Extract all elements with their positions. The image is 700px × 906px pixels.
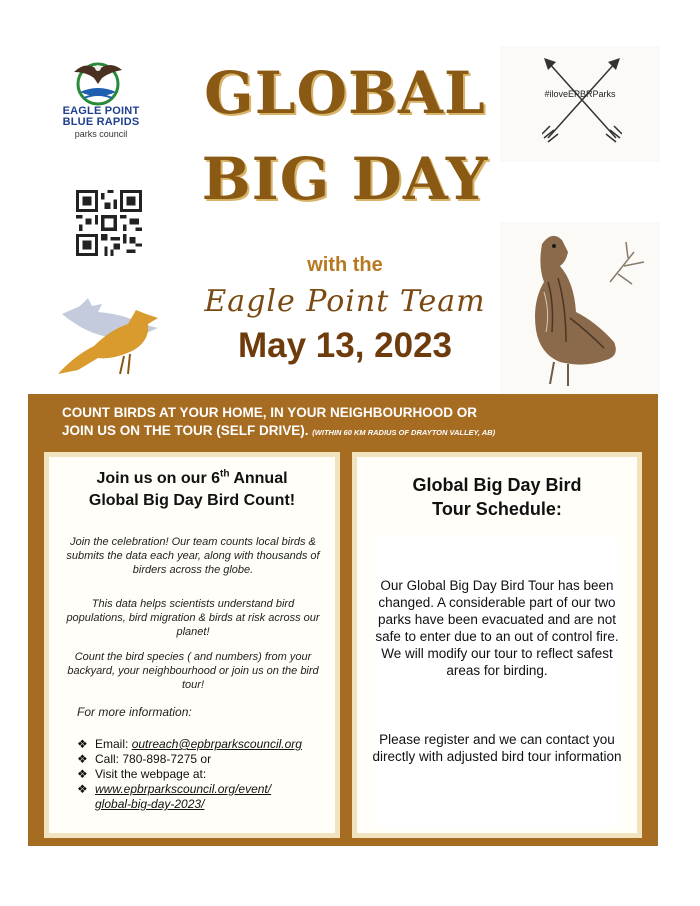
event-date: May 13, 2023 — [237, 326, 453, 365]
webpage-link-line-2[interactable]: global-big-day-2023/ — [95, 797, 205, 811]
grouse-illustration-icon — [514, 222, 654, 392]
banner-line-2-text: JOIN US ON THE TOUR (SELF DRIVE). — [62, 423, 309, 438]
more-info-label: For more information: — [77, 705, 192, 719]
heading-part-2: Annual — [229, 470, 288, 487]
contact-url-continued — [77, 797, 333, 812]
bullet-icon: ❖ — [77, 752, 88, 766]
qr-code-icon[interactable] — [76, 190, 142, 256]
hashtag-text: #iloveEPBRParks — [544, 89, 616, 99]
science-paragraph: This data helps scientists understand bird populations, bird migration & birds at risk across our planet! — [66, 598, 320, 638]
banner-text — [62, 404, 647, 442]
banner-line-2 — [62, 422, 647, 442]
bullet-icon: ❖ — [77, 737, 88, 751]
banner-note: (WITHIN 60 KM RADIUS OF DRAYTON VALLEY, AB) — [312, 428, 496, 437]
crossed-arrows-icon — [542, 58, 622, 144]
email-label: Email: — [95, 737, 132, 751]
contact-list — [77, 737, 333, 812]
bird-silhouette-icon — [54, 296, 166, 378]
logo-line-2: BLUE RAPIDS — [62, 116, 140, 128]
email-link[interactable]: outreach@epbrparkscouncil.org — [131, 737, 302, 751]
contact-phone — [77, 752, 333, 767]
team-name: Eagle Point Team — [204, 284, 486, 319]
bird-count-panel — [44, 452, 340, 838]
bullet-icon: ❖ — [77, 767, 88, 781]
heading-line-2: Global Big Day Bird Count! — [88, 492, 296, 509]
phone-text: Call: 780-898-7275 or — [95, 752, 212, 766]
heading-part-1: Join us on our 6 — [96, 470, 221, 487]
title-global: GLOBAL — [204, 59, 486, 127]
title-big-day: BIG DAY — [201, 145, 489, 213]
grouse-panel — [500, 222, 660, 394]
visit-text: Visit the webpage at: — [95, 767, 207, 781]
logo-line-1: EAGLE POINT — [62, 105, 140, 117]
tour-schedule-heading — [357, 473, 637, 521]
tour-heading-line-2: Tour Schedule: — [432, 499, 562, 519]
banner-line-1: COUNT BIRDS AT YOUR HOME, IN YOUR NEIGHBOURHOOD OR — [62, 405, 478, 420]
webpage-link-line-1[interactable]: www.epbrparkscouncil.org/event/ — [95, 782, 272, 796]
hashtag-panel — [500, 46, 660, 162]
register-notice: Please register and we can contact you directly with adjusted bird tour information — [372, 732, 622, 764]
contact-visit — [77, 767, 333, 782]
heading-line-1 — [49, 468, 335, 490]
subtitle-with-the: with the — [307, 254, 383, 276]
tour-change-notice: Our Global Big Day Bird Tour has been changed. A considerable part of our two parks have been evacuated and are not safe to enter due to an out of control fire. We will modify our tour to reflect safest areas for birding. — [375, 578, 619, 678]
celebration-paragraph: Join the celebration! Our team counts local birds & submits the data each year, along with thousands of birders across the globe. — [66, 536, 320, 576]
logo-text — [56, 106, 146, 139]
bullet-icon: ❖ — [77, 782, 88, 796]
contact-email — [77, 737, 333, 752]
tour-heading-line-1: Global Big Day Bird — [412, 475, 582, 495]
eagle-logo-icon — [68, 54, 124, 106]
bird-count-heading — [49, 468, 335, 512]
tour-schedule-panel — [352, 452, 642, 838]
count-paragraph: Count the bird species ( and numbers) from your backyard, your neighbourhood or join us on the bird tour! — [67, 651, 319, 691]
contact-url — [77, 782, 333, 797]
logo-line-3: parks council — [74, 129, 128, 139]
heading-superscript: th — [220, 468, 230, 480]
